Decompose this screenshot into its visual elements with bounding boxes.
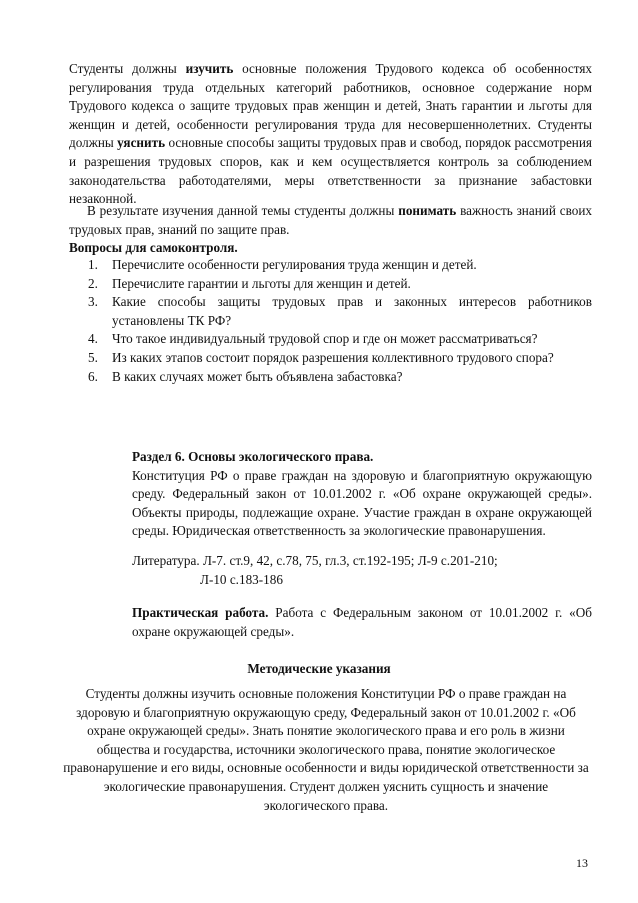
method-text: Студенты должны изучить основные положения Конституции РФ о праве граждан на здоровую и благоприятную окружающую среду, Федеральный закон от 10.01.2002 г. «Об охране окружающей среды». Знать понятие экологического права и его роль в жизни общества и государства, источники экологического права, понятие экологическое правонарушение и его виды, основные особенности и виды юридической ответственности за экологические правонарушения. Студент должен уяснить сущность и значение экологического права. <box>63 686 589 813</box>
emphasis-study: изучить <box>185 61 234 76</box>
section-6 <box>132 448 592 541</box>
list-item: 5. Из каких этапов состоит порядок разрешения коллективного трудового спора? <box>88 349 554 365</box>
method-heading: Методические указания <box>247 661 391 676</box>
section-title: Раздел 6. Основы экологического права. <box>132 449 374 464</box>
questions-heading: Вопросы для самоконтроля. <box>69 240 238 255</box>
list-item: 6. В каких случаях может быть объявлена забастовка? <box>88 368 403 384</box>
paragraph-outcome: В результате изучения данной темы студенты должны понимать важность знаний своих трудовых прав, знаний по защите прав. <box>69 203 592 237</box>
emphasis-comprehend: понимать <box>398 203 457 218</box>
page-number: 13 <box>576 856 588 870</box>
literature-line-1: Литература. Л-7. ст.9, 42, с.78, 75, гл.3, ст.192-195; Л-9 с.201-210; <box>132 553 498 568</box>
practical-work: Практическая работа. Работа с Федеральным законом от 10.01.2002 г. «Об охране окружающей среды». <box>132 605 592 639</box>
list-item: 2. Перечислите гарантии и льготы для женщин и детей. <box>88 275 411 291</box>
literature <box>132 552 592 589</box>
section-body: Конституция РФ о праве граждан на здоровую и благоприятную окружающую среду. Федеральный закон от 10.01.2002 г. «Об охране окружающей среды». Объекты природы, подлежащие охране. Участие граждан в охране окружающей среды. Юридическая ответственность за экологические правонарушения. <box>132 467 592 539</box>
list-item: 4. Что такое индивидуальный трудовой спор и где он может рассматриваться? <box>88 331 538 347</box>
list-item: 3. Какие способы защиты трудовых прав и законных интересов работников установлены ТК РФ? <box>88 294 592 328</box>
emphasis-understand: уяснить <box>117 135 166 151</box>
list-item: 1. Перечислите особенности регулирования труда женщин и детей. <box>88 257 477 272</box>
literature-line-2: Л-10 с.183-186 <box>200 571 283 587</box>
questions-list <box>88 256 592 386</box>
paragraph-study-goals: Студенты должны изучить основные положения Трудового кодекса об особенностях регулирования труда отдельных категорий работников, основное содержание норм Трудового кодекса о защите трудовых прав женщин и детей, Знать гарантии и льготы для женщин и детей, особенности регулирования труда для несовершеннолетних. Студенты должны уяснить основные способы защиты трудовых прав и свобод, порядок рассмотрения и разрешения трудовых споров, как и кем осуществляется контроль за соблюдением законодательства работодателями, меры ответственности за признание забастовки незаконной. <box>69 61 592 207</box>
